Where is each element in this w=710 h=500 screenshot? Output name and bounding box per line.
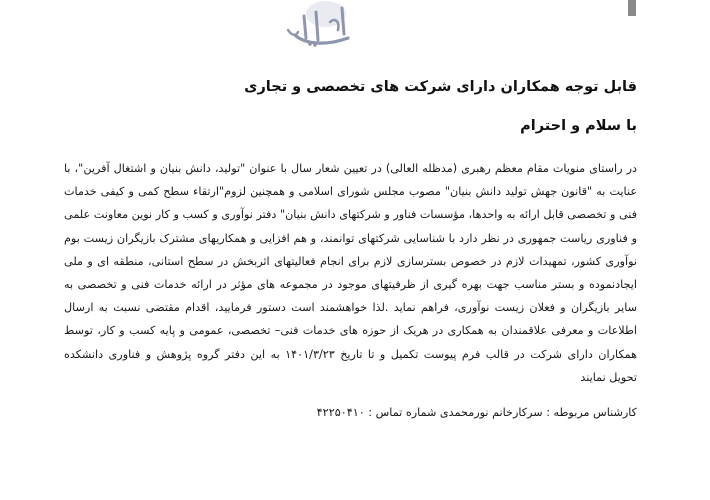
body-line: ایجادنموده و بستر مناسب جهت بهره گیری از ظرفیتهای موجود در مجموعه های مؤثر در ارائه خدمات فنی و تخصصی به bbox=[64, 278, 637, 292]
body-line: تحویل نمایند bbox=[580, 370, 637, 384]
body-line: اطلاعات و معرفی علاقمندان به همکاری در هریک از حوزه های خدمات فنی– تخصصی، عمومی و پایه کسب و کار، توسط bbox=[64, 324, 637, 338]
tolid-logo bbox=[282, 0, 362, 52]
body-line: نوآوری کشور، تمهیدات لازم در خصوص بسترسازی لازم برای انجام فعالیتهای اثربخش در سطح استانی، منطقه ای و ملی bbox=[64, 254, 637, 268]
body-line: در راستای منویات مقام معظم رهبری (مدظله العالی) در تعیین شعار سال با عنوان "تولید، دانش بنیان و اشتغال آفرین"، با bbox=[64, 162, 637, 175]
body-line: سایر بازیگران و فعلان زیست نوآوری، فراهم نماید .لذا خواهشمند است دستور فرمایید، اقدام مقتضی نسبت به ارسال bbox=[64, 301, 637, 315]
letter-greeting: با سلام و احترام bbox=[520, 118, 637, 134]
contact-info: کارشناس مربوطه : سرکارخانم نورمحمدی شماره تماس : ۴۲۲۵۰۴۱۰ bbox=[316, 406, 637, 420]
body-line: و فناوری ریاست جمهوری در نظر دارد با شناسایی شرکتهای توانمند، و هم افزایی و همکاریهای مشترک بازیگران زیست بوم bbox=[64, 231, 637, 245]
scroll-indicator bbox=[628, 0, 636, 16]
body-line: عنایت به "قانون جهش تولید دانش بنیان" مصوب مجلس شورای اسلامی و همچنین لزوم"ارتقاء سطح کمی و کیفی خدمات bbox=[64, 185, 637, 199]
letter bbox=[64, 62, 637, 423]
letter-body bbox=[64, 157, 637, 389]
body-line: همکاران دارای شرکت در قالب فرم پیوست تکمیل و تا تاریخ ۱۴۰۱/۳/۲۳ به این دفتر گروه پژوهش و فناوری دانشکده bbox=[64, 347, 637, 361]
body-line: فنی و تخصصی قابل ارائه به واحدها، مؤسسات فناور و شرکتهای دانش بنیان" دفتر نوآوری و کسب و کار نوین معاونت علمی bbox=[64, 208, 637, 222]
tolid-calligraphy-icon bbox=[282, 0, 362, 52]
letter-subject: قابل توجه همکاران دارای شرکت های تخصصی و تجاری bbox=[244, 79, 637, 95]
